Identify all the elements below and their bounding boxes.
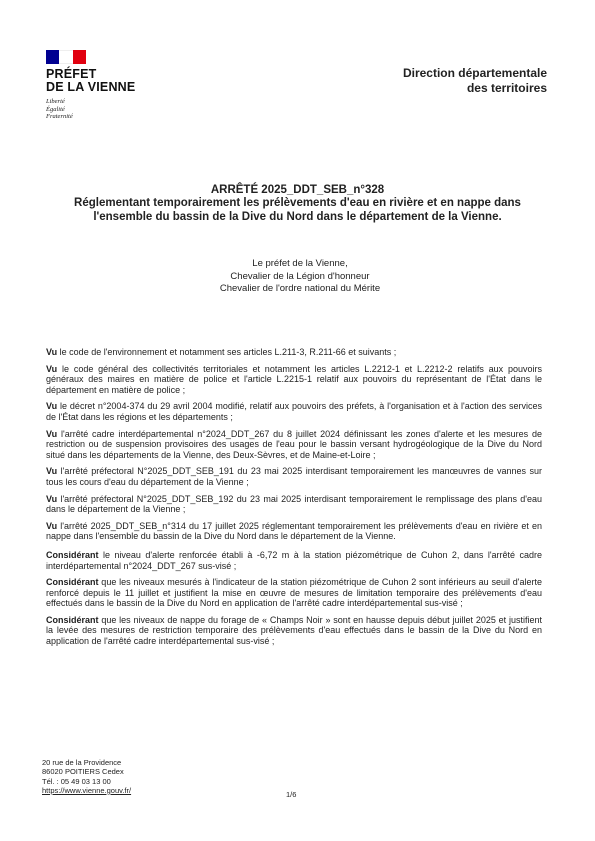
vu-keyword: Vu xyxy=(46,401,58,412)
address-street: 20 rue de la Providence xyxy=(42,758,122,767)
prefecture-name-line2: DE LA VIENNE xyxy=(46,80,136,94)
prefecture-logo xyxy=(46,50,166,121)
vu-keyword: Vu xyxy=(46,493,58,504)
vu-paragraph xyxy=(46,364,542,396)
decree-number: ARRÊTÉ 2025_DDT_SEB_n°328 xyxy=(210,184,385,196)
decree-object-line2: l'ensemble du bassin de la Dive du Nord dans le département de la Vienne. xyxy=(93,210,502,223)
vu-paragraph xyxy=(46,466,542,487)
considerant-paragraph xyxy=(46,550,542,571)
considerant-keyword: Considérant xyxy=(46,614,99,625)
prefect-line3: Chevalier de l'ordre national du Mérite xyxy=(219,283,381,294)
direction-line2: des territoires xyxy=(466,81,547,95)
page-number: 1/6 xyxy=(286,790,297,799)
vu-paragraph xyxy=(46,401,542,422)
website-link[interactable]: https://www.vienne.gouv.fr/ xyxy=(42,785,132,795)
vu-text: l'arrêté préfectoral N°2025_DDT_SEB_191 du 23 mai 2025 interdisant temporairement les manœuvres de vannes sur tous les cours d'eau du département de la Vienne ; xyxy=(46,466,542,487)
vu-text: le code de l'environnement et notamment ses articles L.211-3, R.211-66 et suivants ; xyxy=(57,347,397,357)
decree-object-line1: Réglementant temporairement les prélèvements d'eau en rivière et en nappe dans xyxy=(74,197,521,209)
issuing-direction xyxy=(403,66,547,96)
vu-keyword: Vu xyxy=(46,347,58,357)
considerant-keyword: Considérant xyxy=(46,549,99,560)
prefecture-name xyxy=(46,68,166,94)
address-city: 86020 POITIERS Cedex xyxy=(42,767,124,777)
vu-paragraph xyxy=(46,347,542,358)
vu-text: l'arrêté préfectoral N°2025_DDT_SEB_192 du 23 mai 2025 interdisant temporairement le remplissage des plans d'eau dans le département de la Vienne ; xyxy=(46,493,542,515)
prefect-line2: Chevalier de la Légion d'honneur xyxy=(230,270,370,282)
considerant-paragraph xyxy=(46,615,542,647)
considerant-text: que les niveaux mesurés à l'indicateur de la station piézométrique de Cuhon 2 sont inférieurs au seuil d'alerte renforcé depuis le 11 juillet et justifient la mise en œuvre de mesures de limitation temporaire des prélèvements d'eau effectués dans le bassin de la Dive du Nord en application de l'arrêté cadre interdépartemental sus-visé ; xyxy=(46,577,542,609)
vu-text: l'arrêté cadre interdépartemental n°2024_DDT_267 du 8 juillet 2024 définissant les zones d'alerte et les mesures de restriction ou de suspension provisoires des usages de l'eau pour le bassin versant hydrogéologique de la Dive du Nord situé dans les départements de la Vienne, des Deux-Sèvres, et de Maine-et-Loire ; xyxy=(46,428,542,460)
vu-keyword: Vu xyxy=(46,428,58,439)
prefect-line1: Le préfet de la Vienne, xyxy=(252,258,348,269)
vu-paragraph xyxy=(46,429,542,461)
vu-keyword: Vu xyxy=(46,466,58,477)
decree-title xyxy=(40,183,555,224)
considerant-text: le niveau d'alerte renforcée établi à -6,72 m à la station piézométrique de Cuhon 2, dans l'arrêté cadre interdépartemental n°2024_DDT_267 sus-visé ; xyxy=(46,549,542,571)
decree-body xyxy=(46,347,542,653)
motto-fraternite: Fraternité xyxy=(46,113,73,120)
footer-address xyxy=(42,758,131,795)
republic-motto xyxy=(46,98,166,121)
vu-keyword: Vu xyxy=(46,520,58,531)
considerant-text: que les niveaux de nappe du forage de « Champs Noir » sont en hausse depuis début juillet 2025 et justifient la levée des mesures de restriction temporaire des prélèvements d'eau effectués dans le bassin de la Dive du Nord en application de l'arrêté cadre interdépartemental sus-visé ; xyxy=(46,614,542,647)
french-flag-icon xyxy=(46,50,86,64)
prefect-titles xyxy=(160,258,440,296)
vu-text: l'arrêté 2025_DDT_SEB_n°314 du 17 juillet 2025 réglementant temporairement les prélèvements d'eau en rivière et en nappe dans l'ensemble du bassin de la Dive du Nord dans le département de la Vienne. xyxy=(46,520,542,542)
motto-liberte: Liberté xyxy=(46,98,65,105)
vu-text: le décret n°2004-374 du 29 avril 2004 modifié, relatif aux pouvoirs des préfets, à l'organisation et à l'action des services de l'État dans les régions et les départements ; xyxy=(46,401,542,422)
considerant-paragraph xyxy=(46,577,542,609)
vu-paragraph xyxy=(46,521,542,542)
direction-line1: Direction départementale xyxy=(402,66,547,80)
vu-paragraph xyxy=(46,494,542,515)
vu-keyword: Vu xyxy=(46,363,58,374)
prefecture-name-line1: PRÉFET xyxy=(46,67,97,81)
phone-number: Tél. : 05 49 03 13 00 xyxy=(42,776,111,786)
considerant-keyword: Considérant xyxy=(46,577,99,588)
motto-egalite: Égalité xyxy=(46,105,65,113)
vu-text: le code général des collectivités territoriales et notamment les articles L.2212-1 et L.2212-2 relatifs aux pouvoirs généraux des maires en matière de police et l'article L.2215-1 relatif aux pouvoirs du représentant de l'État dans le département en matière de police ; xyxy=(46,363,542,395)
